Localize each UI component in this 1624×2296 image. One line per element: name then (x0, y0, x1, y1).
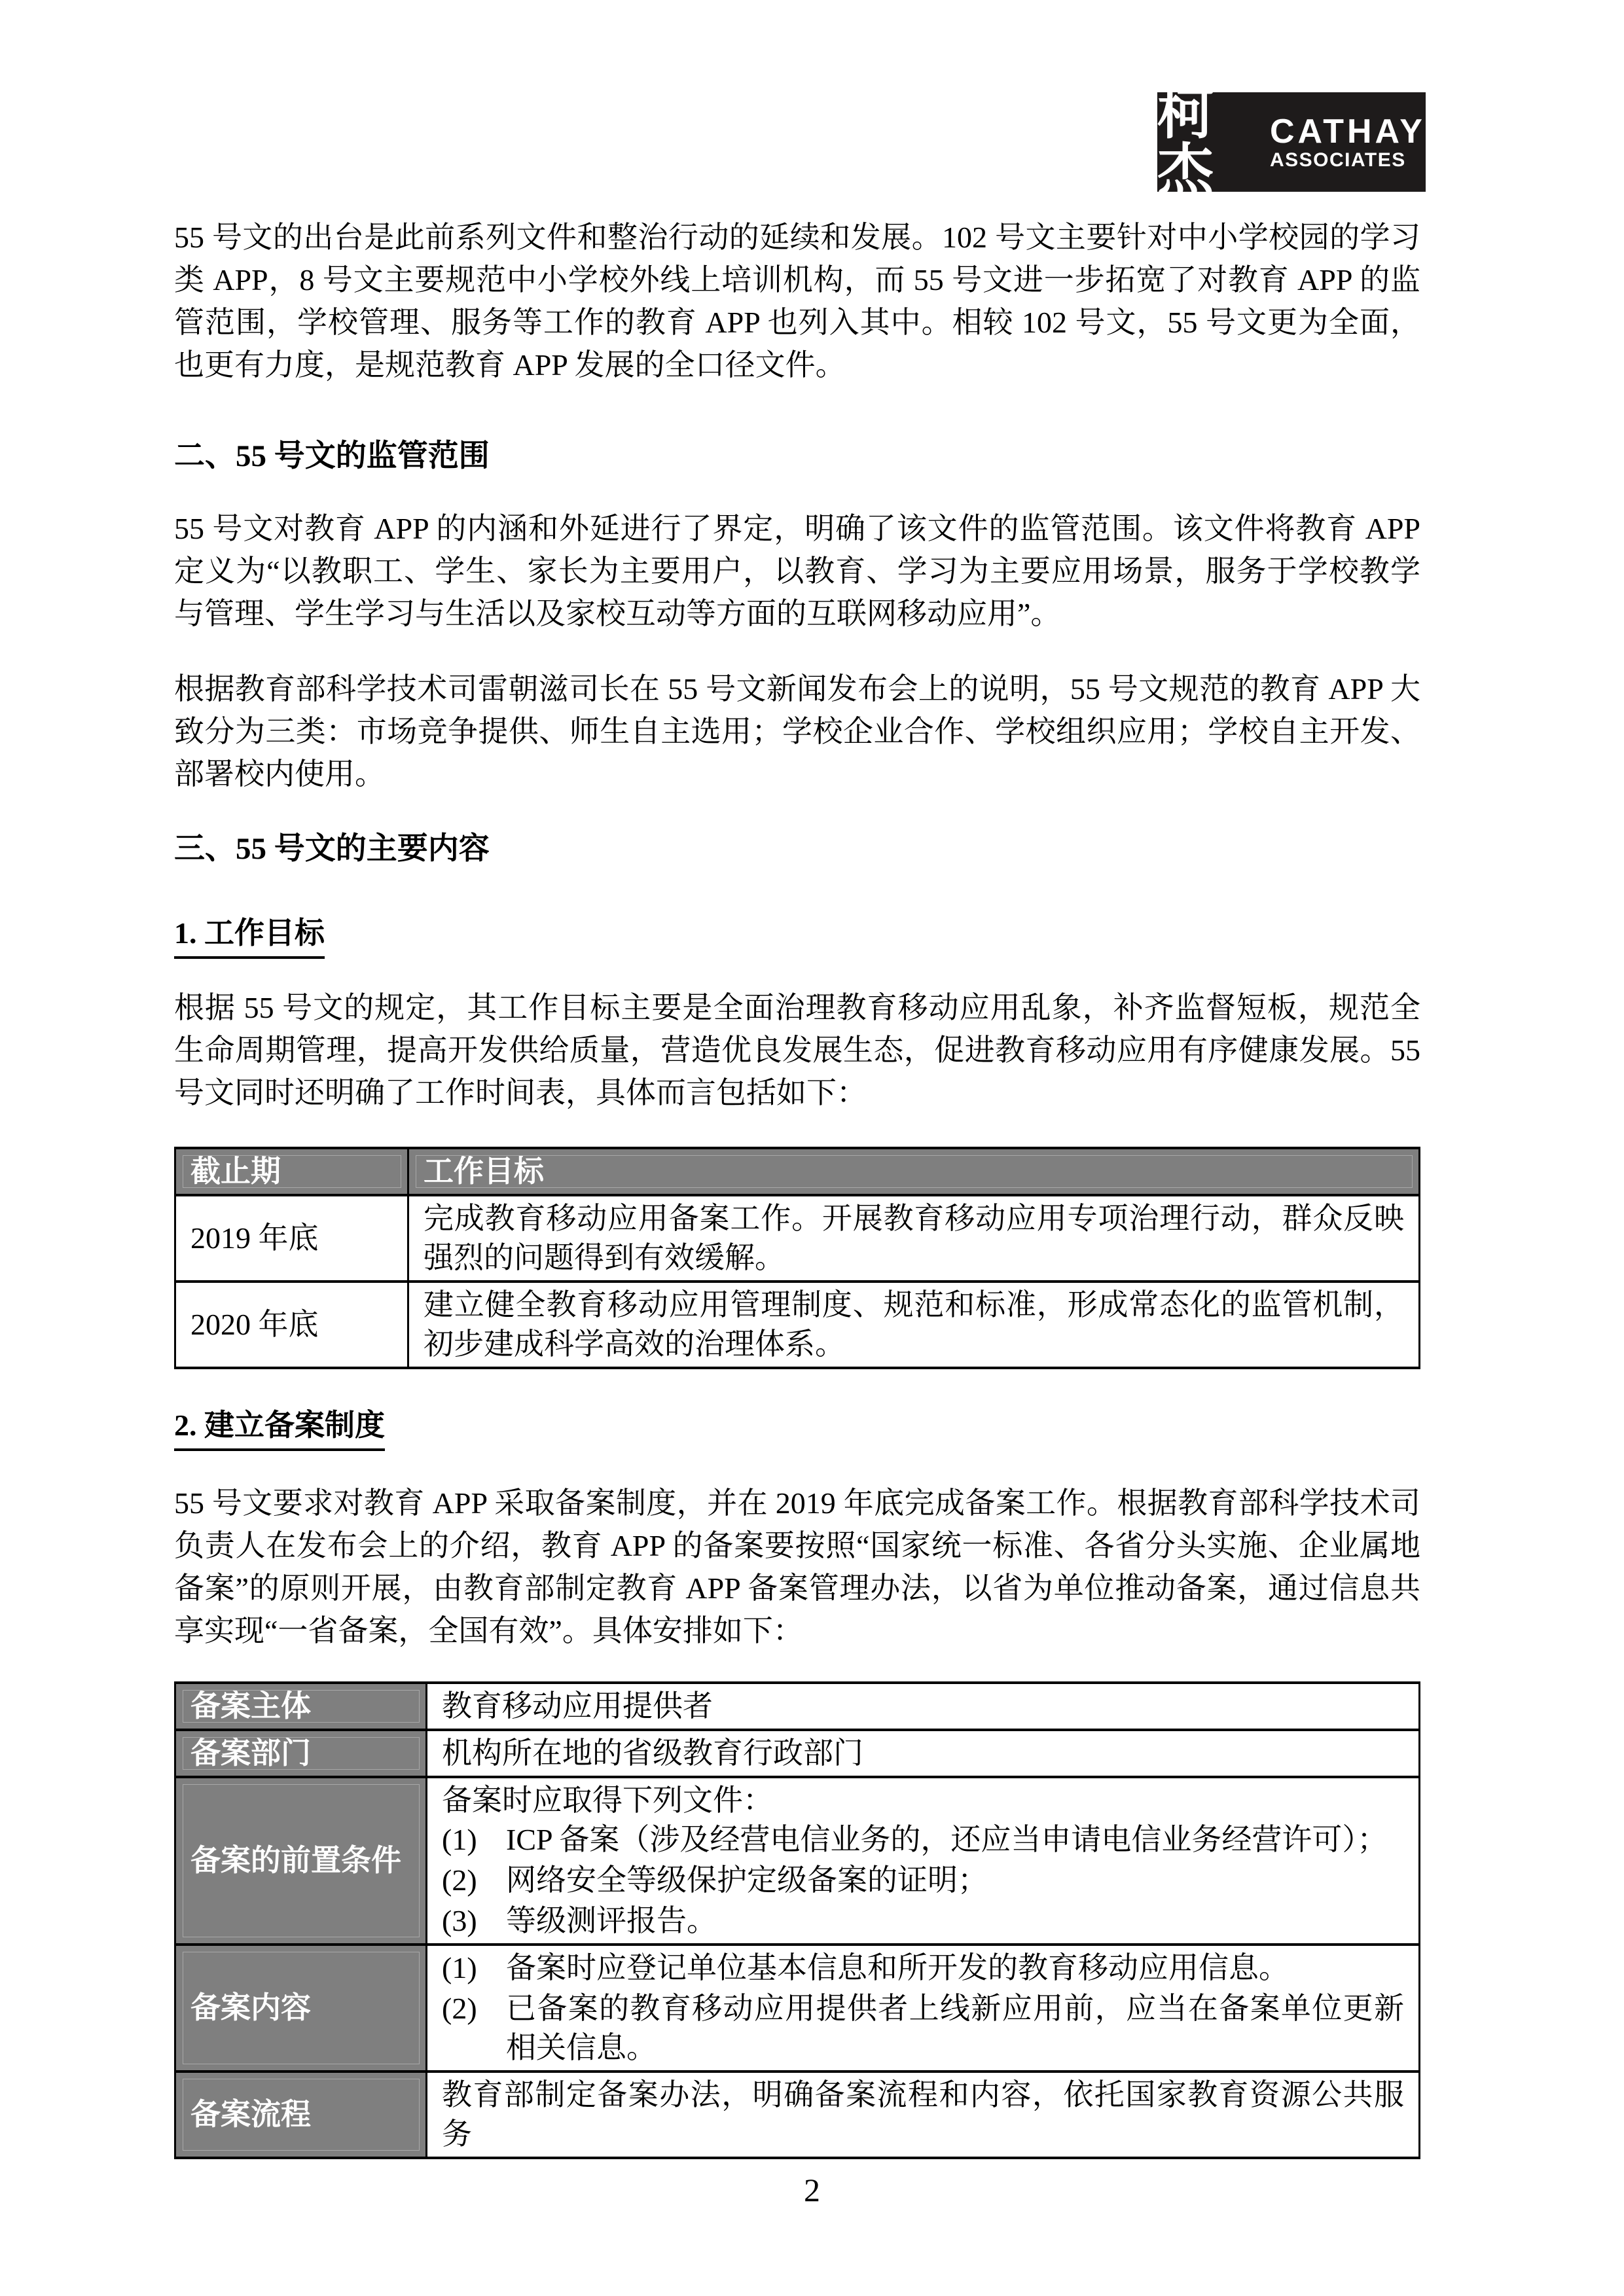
logo-chinese-name: 柯杰 (1157, 82, 1215, 202)
timeline-header-goal: 工作目标 (408, 1148, 1420, 1195)
timeline-header-deadline: 截止期 (175, 1148, 408, 1195)
paragraph-scope-definition: 55 号文对教育 APP 的内涵和外延进行了界定，明确了该文件的监管范围。该文件将教育 APP 定义为“以教职工、学生、家长为主要用户，以教育、学习为主要应用场景，服务于学校教学与管理、学生学习与生活以及家校互动等方面的互联网移动应用”。 (174, 512, 1420, 630)
filing-content-cell: 教育移动应用提供者 (427, 1683, 1420, 1730)
list-item (442, 1989, 1404, 2068)
logo-english-line1: CATHAY (1269, 112, 1426, 151)
filing-content-cell (427, 1945, 1420, 2072)
filing-row-content (175, 1945, 1420, 2072)
list-item-number: (1) (442, 1951, 477, 1984)
filing-table (174, 1681, 1420, 2159)
timeline-header-row (175, 1148, 1420, 1195)
list-item (442, 1901, 1404, 1941)
filing-content-cell (427, 1777, 1420, 1945)
list-item-text: 备案时应登记单位基本信息和所开发的教育移动应用信息。 (506, 1951, 1289, 1984)
paragraph-work-goals: 根据 55 号文的规定，其工作目标主要是全面治理教育移动应用乱象，补齐监督短板，规范全生命周期管理，提高开发供给质量，营造优良发展生态，促进教育移动应用有序健康发展。55 号文同时还明确了工作时间表，具体而言包括如下： (174, 991, 1420, 1109)
paragraph-filing-system: 55 号文要求对教育 APP 采取备案制度，并在 2019 年底完成备案工作。根据教育部科学技术司负责人在发布会上的介绍，教育 APP 的备案要按照“国家统一标准、各省分头实施、企业属地备案”的原则开展，由教育部制定教育 APP 备案管理办法，以省为单位推动备案，通过信息共享实现“一省备案，全国有效”。具体安排如下： (174, 1486, 1420, 1647)
timeline-row-2020 (175, 1282, 1420, 1368)
paragraph-three-categories: 根据教育部科学技术司雷朝滋司长在 55 号文新闻发布会上的说明，55 号文规范的教育 APP 大致分为三类：市场竞争提供、师生自主选用；学校企业合作、学校组织应用；学校自主开发、部署校内使用。 (174, 672, 1420, 791)
filing-label-cell: 备案部门 (175, 1730, 427, 1777)
logo-english-name (1269, 112, 1426, 171)
list-item (442, 1820, 1404, 1859)
filing-label-cell: 备案的前置条件 (175, 1777, 427, 1945)
filing-row-process (175, 2072, 1420, 2158)
subsection-heading-filing-system: 2. 建立备案制度 (174, 1404, 385, 1451)
timeline-goal-cell: 完成教育移动应用备案工作。开展教育移动应用专项治理行动，群众反映强烈的问题得到有效缓解。 (408, 1195, 1420, 1282)
precondition-intro: 备案时应取得下列文件： (442, 1784, 773, 1817)
timeline-goal-cell: 建立健全教育移动应用管理制度、规范和标准，形成常态化的监管机制，初步建成科学高效的治理体系。 (408, 1282, 1420, 1368)
paragraph-intro: 55 号文的出台是此前系列文件和整治行动的延续和发展。102 号文主要针对中小学校园的学习类 APP，8 号文主要规范中小学校外线上培训机构，而 55 号文进一步拓宽了对教育 APP 的监管范围，学校管理、服务等工作的教育 APP 也列入其中。相较 102 号文，55 号文更为全面，也更有力度，是规范教育 APP 发展的全口径文件。 (174, 221, 1420, 382)
document-body (174, 216, 1420, 2159)
company-logo (1157, 82, 1426, 202)
subsection-heading-1-wrap (174, 912, 1420, 961)
list-item-number: (3) (442, 1904, 477, 1937)
logo-english-line2: ASSOCIATES (1269, 149, 1406, 171)
filing-content-cell: 教育部制定备案办法，明确备案流程和内容，依托国家教育资源公共服务 (427, 2072, 1420, 2158)
timeline-row-2019 (175, 1195, 1420, 1282)
section-heading-3: 三、55 号文的主要内容 (174, 832, 490, 866)
filing-row-preconditions (175, 1777, 1420, 1945)
filing-label-cell: 备案流程 (175, 2072, 427, 2158)
list-item-text: ICP 备案（涉及经营电信业务的，还应当申请电信业务经营许可）； (506, 1823, 1388, 1856)
list-item-text: 已备案的教育移动应用提供者上线新应用前，应当在备案单位更新相关信息。 (506, 1992, 1404, 2064)
list-item (442, 1948, 1404, 1988)
timeline-deadline-cell: 2020 年底 (175, 1282, 408, 1368)
timeline-deadline-cell: 2019 年底 (175, 1195, 408, 1282)
list-item (442, 1861, 1404, 1900)
subsection-heading-work-goals: 1. 工作目标 (174, 912, 325, 959)
filing-content-cell: 机构所在地的省级教育行政部门 (427, 1730, 1420, 1777)
timeline-table (174, 1147, 1420, 1369)
page-number: 2 (804, 2172, 820, 2208)
list-item-number: (1) (442, 1823, 477, 1856)
list-item-number: (2) (442, 1863, 477, 1897)
filing-label-cell: 备案内容 (175, 1945, 427, 2072)
filing-row-department (175, 1730, 1420, 1777)
list-item-text: 等级测评报告。 (506, 1904, 717, 1937)
list-item-number: (2) (442, 1992, 477, 2025)
list-item-text: 网络安全等级保护定级备案的证明； (506, 1863, 988, 1897)
filing-row-subject (175, 1683, 1420, 1730)
section-heading-2: 二、55 号文的监管范围 (174, 439, 490, 473)
subsection-heading-2-wrap (174, 1404, 1420, 1454)
filing-label-cell: 备案主体 (175, 1683, 427, 1730)
